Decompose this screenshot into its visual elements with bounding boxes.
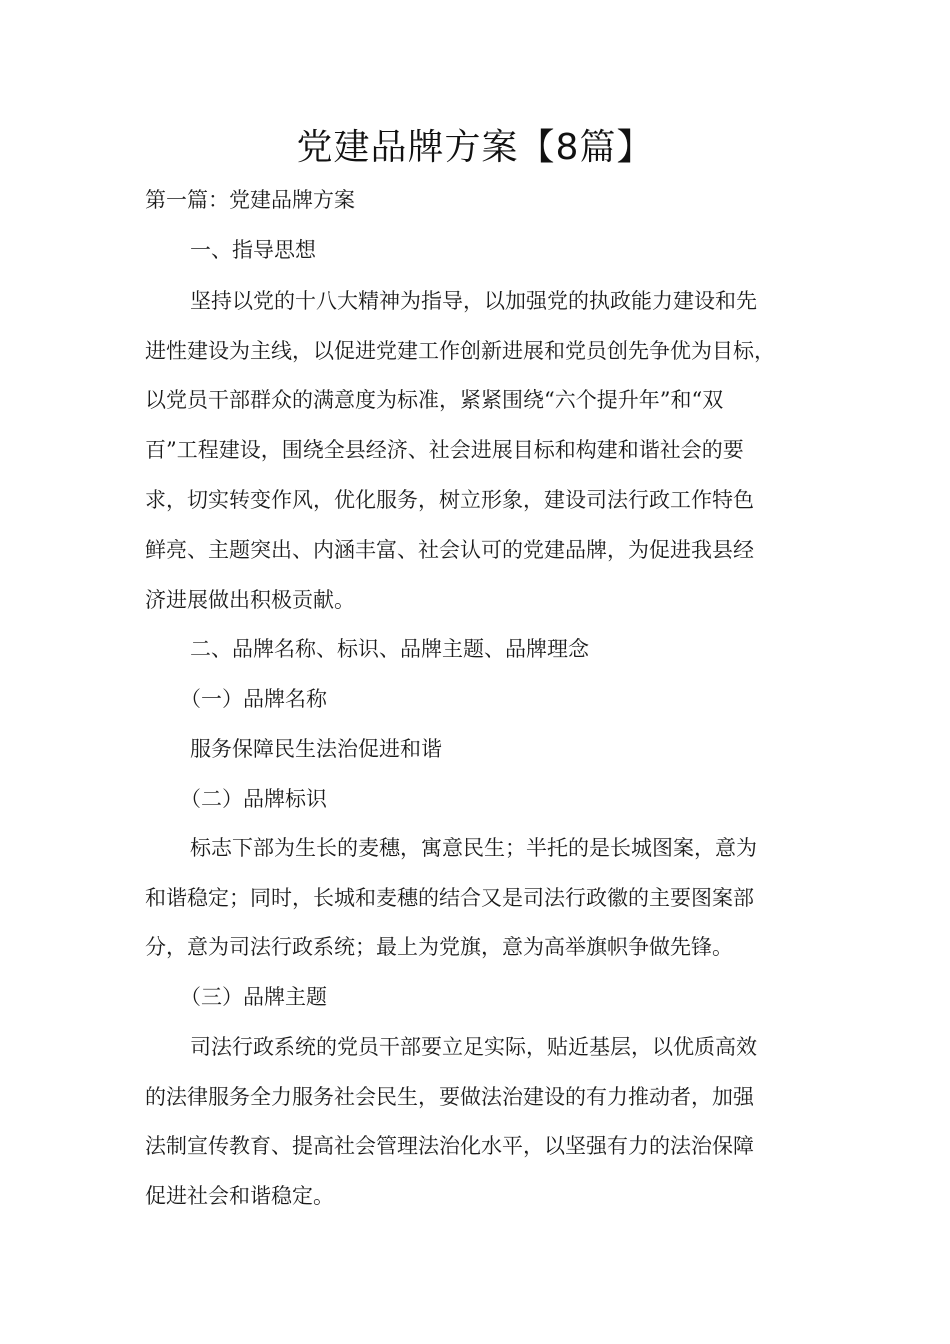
document-title: 党建品牌方案【8篇】 [296, 127, 654, 168]
paragraph-line: 的法律服务全力服务社会民生，要做法治建设的有力推动者，加强 [145, 1085, 754, 1109]
section-heading: 二、品牌名称、标识、品牌主题、品牌理念 [190, 637, 589, 661]
subsection-heading: （二）品牌标识 [180, 787, 327, 811]
subsection-heading: （一）品牌名称 [180, 687, 327, 711]
paragraph-line: 标志下部为生长的麦穗，寓意民生；半托的是长城图案，意为 [190, 836, 757, 860]
chapter-heading: 第一篇：党建品牌方案 [145, 188, 355, 212]
paragraph-line: 促进社会和谐稳定。 [145, 1184, 334, 1208]
paragraph-line: 和谐稳定；同时，长城和麦穗的结合又是司法行政徽的主要图案部 [145, 886, 754, 910]
brand-name-text: 服务保障民生法治促进和谐 [190, 737, 442, 761]
paragraph-line: 法制宣传教育、提高社会管理法治化水平，以坚强有力的法治保障 [145, 1134, 754, 1158]
paragraph-line: 司法行政系统的党员干部要立足实际，贴近基层，以优质高效 [190, 1035, 757, 1059]
paragraph-line: 济进展做出积极贡献。 [145, 588, 355, 612]
paragraph-line: 进性建设为主线，以促进党建工作创新进展和党员创先争优为目标， [145, 339, 775, 363]
subsection-heading: （三）品牌主题 [180, 985, 327, 1009]
paragraph-line: 鲜亮、主题突出、内涵丰富、社会认可的党建品牌，为促进我县经 [145, 538, 754, 562]
section-heading: 一、指导思想 [190, 238, 316, 262]
paragraph-line: 分，意为司法行政系统；最上为党旗，意为高举旗帜争做先锋。 [145, 935, 733, 959]
paragraph-line: 以党员干部群众的满意度为标准，紧紧围绕“六个提升年”和“双 [145, 388, 724, 412]
paragraph-line: 百”工程建设，围绕全县经济、社会进展目标和构建和谐社会的要 [145, 438, 744, 462]
paragraph-line: 求，切实转变作风，优化服务，树立形象，建设司法行政工作特色 [145, 488, 754, 512]
paragraph-line: 坚持以党的十八大精神为指导，以加强党的执政能力建设和先 [190, 289, 757, 313]
